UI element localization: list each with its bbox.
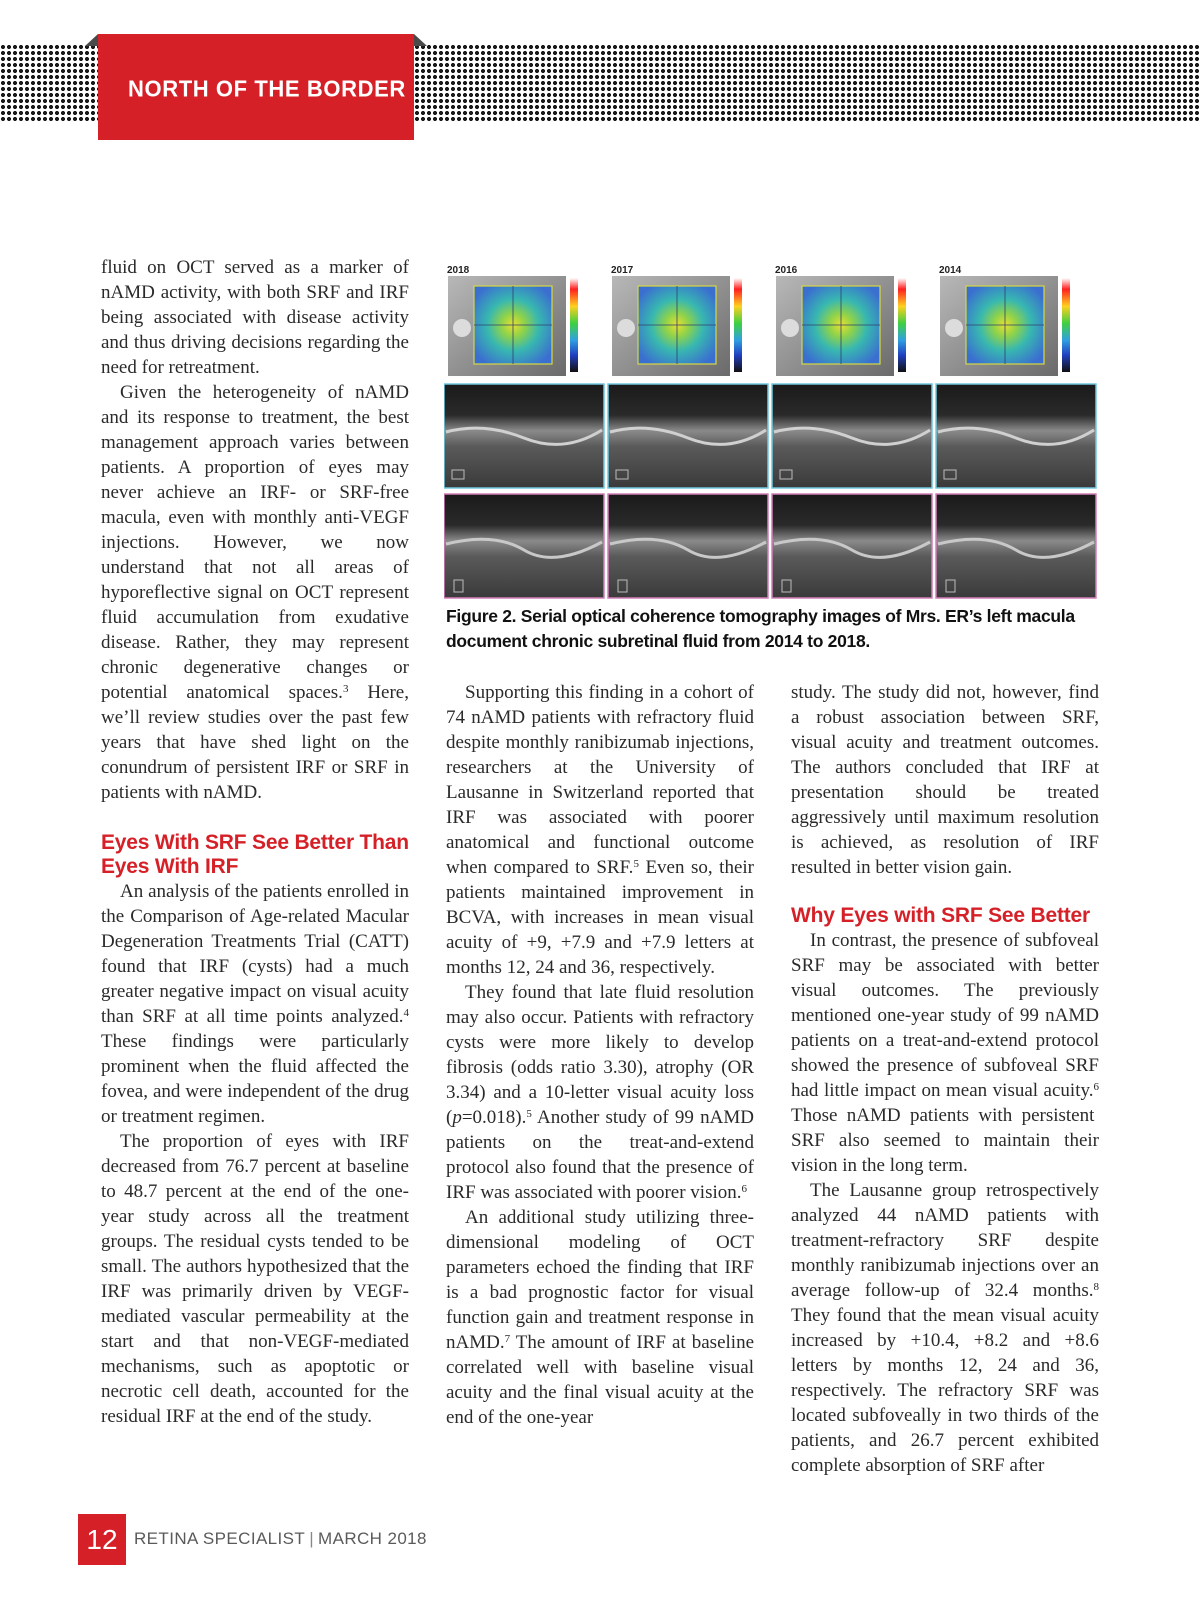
reference-mark: 6 [741,1183,748,1195]
header-dot-pattern-right [414,44,1200,122]
paragraph: In contrast, the presence of subfoveal SRF may be associated with better visual outcomes. The previously mentioned one-year study of 99 nAMD patients on a treat-and-extend protocol showed the presence of subfoveal SRF had little impact on mean visual acuity.$^6$ Those nAMD patients with persistent SRF also seemed to maintain their vision in the long term. [791,930,1099,1176]
figure-year-label: 2016 [775,265,798,276]
footer-publication-line [134,1529,427,1549]
color-scale-bar [898,278,906,372]
optic-disc [453,319,471,337]
reference-mark: 6 [1093,1081,1099,1093]
color-scale-bar [1062,278,1070,372]
oct-bscan-vertical [608,494,768,598]
paragraph: Supporting this finding in a cohort of 74 nAMD patients with refractory fluid despite monthly ranibizumab injections, researchers at the University of Lausanne in Switzerland reported that IRF was associated with poorer anatomical and functional outcome when compared to SRF.$^5$ Even so, their patients maintained improvement in BCVA, with increases in mean visual acuity of +9, +7.9 and +7.9 letters at months 12, 24 and 36, respectively. [446,682,754,978]
section-heading: Why Eyes with SRF See Better [791,904,1090,927]
oct-bscan-horizontal [936,384,1096,488]
section-tab [98,34,414,140]
oct-bscan-vertical [444,494,604,598]
paragraph: An analysis of the patients enrolled in the Comparison of Age-related Macular Degeneration Treatments Trial (CATT) found that IRF (cysts) had a much greater negative impact on visual acuity than SRF at all time points analyzed.$^4$ These findings were particularly prominent when the fluid affected the fovea, and were independent of the drug or treatment regimen. [101,881,409,1127]
section-label: NORTH OF THE BORDER [128,75,406,102]
reference-mark: 4 [403,1007,409,1019]
oct-image-grid [444,262,1100,599]
text-column-1 [101,255,409,1429]
reference-mark: 3 [342,683,349,695]
paragraph: study. The study did not, however, find a robust association between SRF, visual acuity and treatment outcomes. The authors concluded that IRF at presentation should be treated aggressively until maximum resolution is achieved, as resolution of IRF resulted in better vision gain. [791,682,1099,878]
optic-disc [617,319,635,337]
color-scale-bar [570,278,578,372]
text-column-3 [791,680,1099,1478]
oct-bscan-horizontal [444,384,604,488]
header-dot-pattern-left [0,44,98,122]
figure-year-label: 2014 [939,265,962,276]
oct-figure [444,262,1100,599]
optic-disc [945,319,963,337]
page-number: 12 [78,1514,126,1565]
paragraph: fluid on OCT served as a marker of nAMD activity, with both SRF and IRF being associated with disease activity and thus driving decisions regarding the need for retreatment. [101,257,409,378]
oct-bscan-vertical [772,494,932,598]
color-scale-bar [734,278,742,372]
paragraph: They found that late fluid resolution may also occur. Patients with refractory cysts were more likely to develop fibrosis (odds ratio 3.30), atrophy (OR 3.34) and a 10-letter visual acuity loss (p=0.018).$^5$ Another study of 99 nAMD patients on the treat-and-extend protocol also found that the presence of IRF was associated with poorer vision.$^6$ [446,982,754,1203]
paragraph: Given the heterogeneity of nAMD and its response to treatment, the best management approach varies between patients. A proportion of eyes may never achieve an IRF- or SRF-free macula, even with monthly anti-VEGF injections. However, we now understand that not all areas of hyporeflective signal on OCT represent fluid accumulation from exudative disease. Rather, they may represent chronic degenerative changes or potential anatomical spaces.$^3$ Here, we’ll review studies over the past few years that have shed light on the conundrum of persistent IRF or SRF in patients with nAMD. [101,382,409,803]
reference-mark: 8 [1093,1281,1099,1293]
footer-separator: | [309,1529,315,1548]
reference-mark: 5 [526,1108,532,1120]
oct-bscan-vertical [936,494,1096,598]
figure-caption: Figure 2. Serial optical coherence tomography images of Mrs. ER’s left macula document chronic subretinal fluid from 2014 to 2018. [446,606,1075,651]
figure-year-label: 2018 [447,265,470,276]
text-column-2 [446,680,754,1430]
paragraph: The Lausanne group retrospectively analyzed 44 nAMD patients with treatment-refractory SRF despite monthly ranibizumab injections over an average follow-up of 32.4 months.$^8$ They found that the mean visual acuity increased by +10.4, +8.2 and +8.6 letters by months 12, 24 and 36, respectively. The refractory SRF was located subfoveally in two thirds of the patients, and 26.7 percent exhibited complete absorption of SRF after [791,1180,1099,1476]
reference-mark: 7 [504,1333,511,1345]
figure-year-label: 2017 [611,265,634,276]
section-heading: Eyes With SRF See Better Than Eyes With IRF [101,831,409,878]
oct-bscan-horizontal [772,384,932,488]
publication-name: RETINA SPECIALIST [134,1529,306,1548]
reference-mark: 5 [633,858,639,870]
oct-bscan-horizontal [608,384,768,488]
issue-date: MARCH 2018 [318,1529,427,1548]
optic-disc [781,319,799,337]
paragraph: An additional study utilizing three-dimensional modeling of OCT parameters echoed the finding that IRF is a bad prognostic factor for visual function gain and treatment response in nAMD.$^7$ The amount of IRF at baseline correlated well with baseline visual acuity and the final visual acuity at the end of the one-year [446,1207,754,1428]
paragraph: The proportion of eyes with IRF decreased from 76.7 percent at baseline to 48.7 percent at the end of the one-year study across all the treatment groups. The residual cysts tended to be small. The authors hypothesized that the IRF was primarily driven by VEGF-mediated vascular permeability at the start and that non-VEGF-mediated mechanisms, such as apoptotic or necrotic cell death, accounted for the residual IRF at the end of the study. [101,1131,409,1427]
